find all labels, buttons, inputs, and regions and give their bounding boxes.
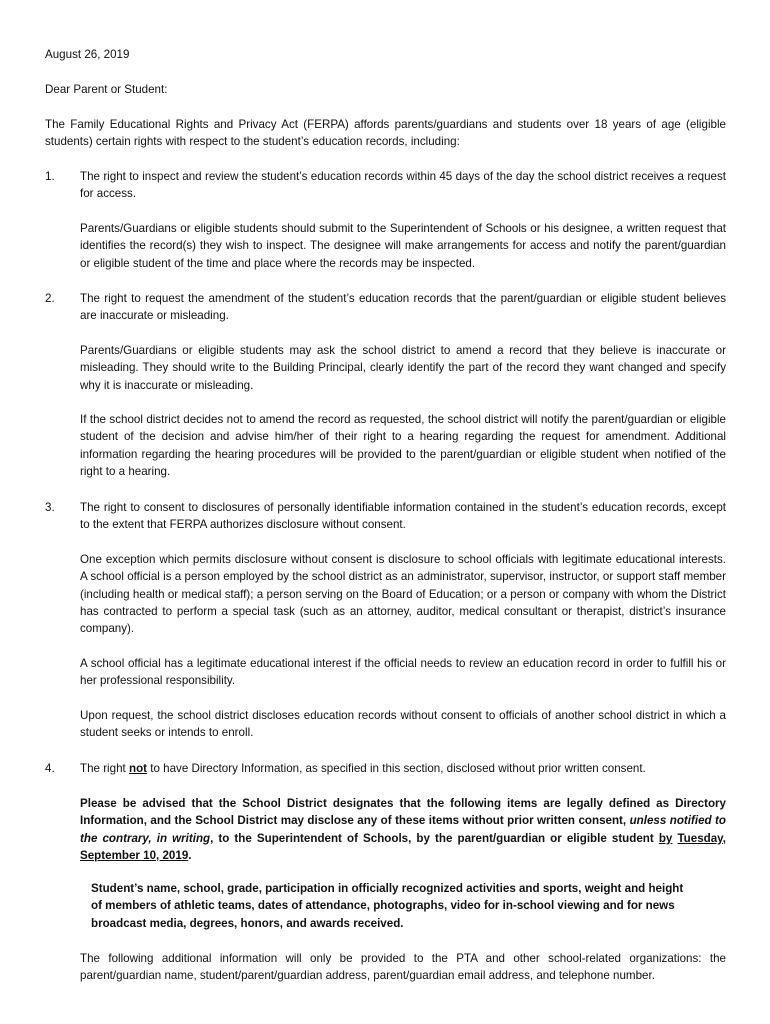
directory-notice	[80, 795, 726, 864]
item-paragraph: One exception which permits disclosure without consent is disclosure to school officials with legitimate educational interests. A school official is a person employed by the school district as an administrator, supervisor, instructor, or support staff member (including health or medical staff); a person serving on the Board of Education; or a person or company with whom the District has contracted to perform a special task (such as an attorney, auditor, medical consultant or therapist, district’s insurance company).	[80, 553, 726, 636]
emphasis-not: not	[128, 762, 148, 775]
item-paragraph: Parents/Guardians or eligible students may ask the school district to amend a record that they believe is inaccurate or misleading. They should write to the Building Principal, clearly identify the part of the record they want changed and specify why it is inaccurate or misleading.	[80, 344, 726, 392]
item-heading: The right to consent to disclosures of personally identifiable information contained in the student’s education records, except to the extent that FERPA authorizes disclosure without consent.	[80, 501, 726, 532]
intro-paragraph: The Family Educational Rights and Privacy Act (FERPA) affords parents/guardians and students over 18 years of age (eligible students) certain rights with respect to the student’s education records, including:	[45, 118, 726, 149]
item-paragraph: Upon request, the school district discloses education records without consent to officials of another school district in which a student seeks or intends to enroll.	[80, 709, 726, 740]
item-number: 1.	[45, 170, 55, 183]
heading-text: The right	[80, 762, 129, 775]
item-paragraph: If the school district decides not to amend the record as requested, the school district will notify the parent/guardian or eligible student of the decision and advise him/her of their right to a hearing regarding the request for amendment. Additional information regarding the hearing procedures will be provided to the parent/guardian or eligible student when notified of the right to a hearing.	[80, 413, 726, 478]
item-heading: The right to inspect and review the student’s education records within 45 days of the day the school district receives a request for access.	[80, 170, 726, 201]
item-number: 3.	[45, 501, 55, 514]
letter-date: August 26, 2019	[45, 48, 130, 61]
additional-info: The following additional information will only be provided to the PTA and other school-related organizations: the parent/guardian name, student/parent/guardian address, parent/guardian email address, and telephone number.	[80, 952, 726, 983]
notice-italic: unless notified to the contrary, in writing	[80, 814, 726, 845]
deadline-date: Tuesday, September 10, 2019	[80, 831, 726, 862]
notice-text: Please be advised that the School District designates that the following items are legally defined as Directory Information, and the School District may disclose any of these items without prior written consent,	[80, 797, 726, 828]
item-paragraph: Parents/Guardians or eligible students should submit to the Superintendent of Schools or his designee, a written request that identifies the record(s) they wish to inspect. The designee will make arrangements for access and notify the parent/guardian or eligible student of the time and place where the records may be inspected.	[80, 222, 726, 270]
heading-text: to have Directory Information, as specified in this section, disclosed without prior written consent.	[147, 762, 646, 775]
deadline-by: by	[658, 831, 673, 845]
item-paragraph: A school official has a legitimate educational interest if the official needs to review an education record in order to fulfill his or her professional responsibility.	[80, 657, 726, 688]
item-heading: The right to request the amendment of the student’s education records that the parent/guardian or eligible student believes are inaccurate or misleading.	[80, 292, 726, 323]
item-number: 4.	[45, 762, 55, 775]
salutation: Dear Parent or Student:	[45, 83, 168, 96]
notice-text: , to the Superintendent of Schools, by the parent/guardian or eligible student	[210, 831, 659, 845]
item-heading	[80, 760, 726, 777]
directory-items: Student’s name, school, grade, participation in officially recognized activities and sports, weight and height of members of athletic teams, dates of attendance, photographs, video for in-school viewing and for news broadcast media, degrees, honors, and awards received.	[91, 882, 684, 930]
notice-end: .	[188, 848, 192, 862]
item-number: 2.	[45, 292, 55, 305]
